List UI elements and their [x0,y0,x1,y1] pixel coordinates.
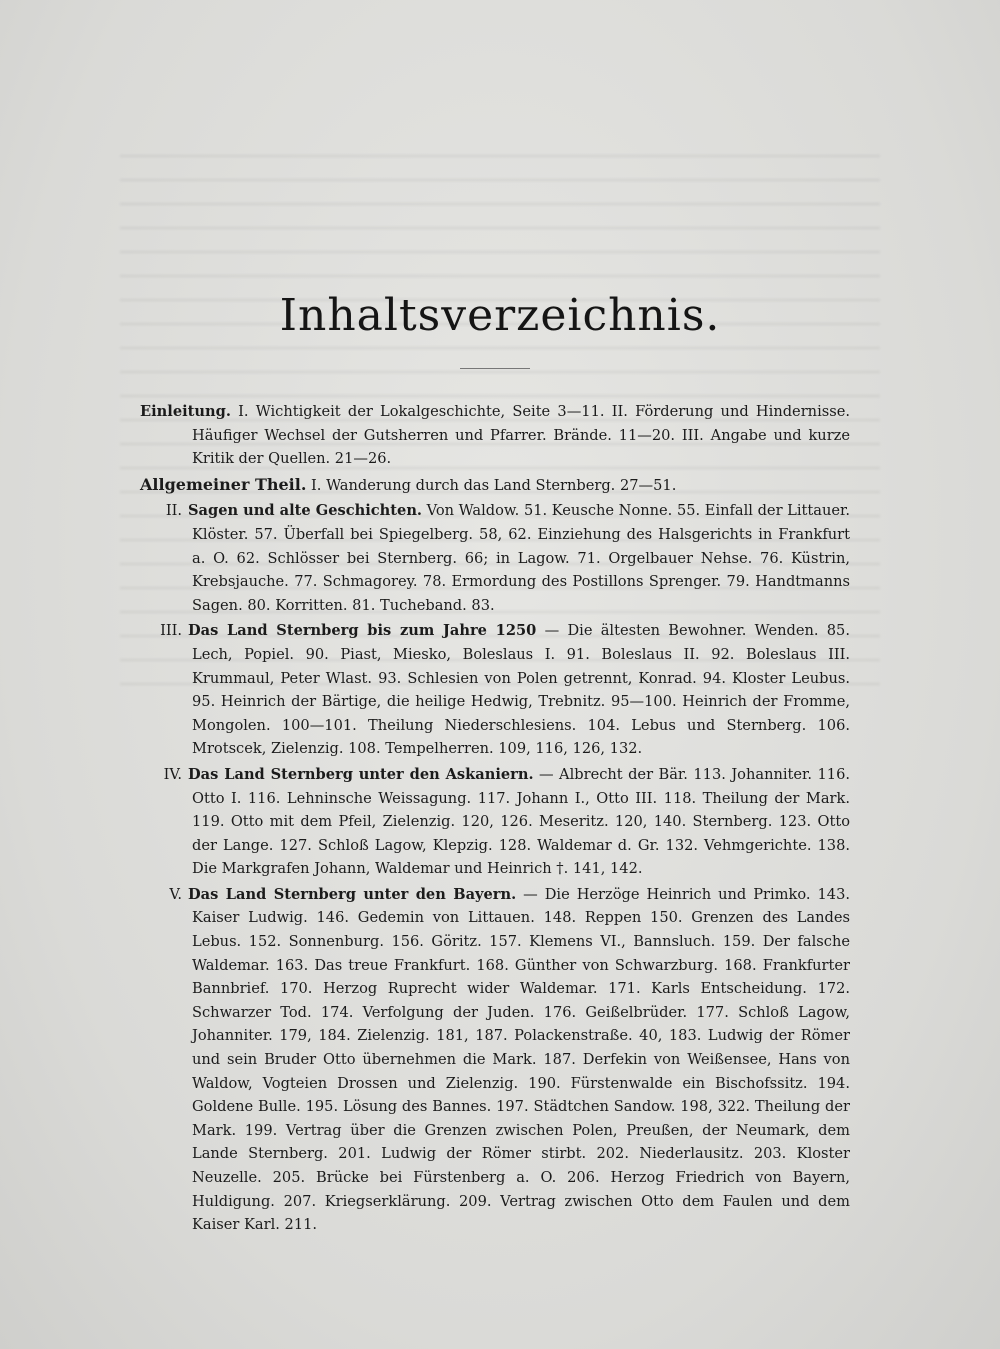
toc-entry-heading: Das Land Sternberg unter den Bayern. [188,885,517,903]
toc-entry-heading: Sagen und alte Geschichten. [188,502,423,520]
toc-entry-number: II. [165,502,182,520]
toc-entry-number: V. [169,885,182,903]
toc-entry-number: III. [160,622,182,640]
table-of-contents [140,400,850,1239]
toc-entry-heading: Einleitung. [140,403,231,420]
toc-entry-einleitung [140,400,850,471]
toc-entry-text: — Die Herzöge Heinrich und Primko. 143. Kaiser Ludwig. 146. Gedemin von Littauen. 148. Reppen 150. Grenzen des Landes Lebus. 152. Sonnenburg. 156. Göritz. 157. Klemens VI., Bannsluch. 159. Der falsche Waldemar. 163. Das treue Frankfurt. 168. Günther von Schwarzburg. 168. Frankfurter Bannbrief. 170. Herzog Ruprecht wider Waldemar. 171. Karls Entscheidung. 172. Schwarzer Tod. 174. Verfolgung der Juden. 176. Geißelbrüder. 177. Schloß Lagow, Johanniter. 179, 184. Zielenzig. 181, 187. Polackenstraße. 40, 183. Ludwig der Römer und sein Bruder Otto übernehmen die Mark. 187. Derfekin von Weißensee, Hans von Waldow, Vogteien Drossen und Zielenzig. 190. Fürstenwalde ein Bischofssitz. 194. Goldene Bulle. 195. Lösung des Bannes. 197. Städtchen Sandow. 198, 322. Theilung der Mark. 199. Vertrag über die Grenzen zwischen Polen, Preußen, der Neumark, dem Lande Sternberg. 201. Ludwig der Römer stirbt. 202. Niederlausitz. 203. Kloster Neuzelle. 205. Brücke bei Fürstenberg a. O. 206. Herzog Friedrich von Bayern, Huldigung. 207. Kriegserklärung. 209. Vertrag zwischen Otto dem Faulen und dem Kaiser Karl. 211. [192,885,850,1234]
toc-entry-heading: Allgemeiner Theil. [140,474,307,494]
page-title: Inhaltsverzeichnis. [279,290,721,341]
toc-entry-text: I. Wichtigkeit der Lokalgeschichte, Seite 3—11. II. Förderung und Hindernisse. Häufiger Wechsel der Gutsherren und Pfarrer. Brände. 11—20. III. Angabe und kurze Kritik der Quellen. 21—26. [192,403,850,468]
toc-entry-iv [140,763,850,881]
toc-entry-number: IV. [163,765,182,783]
toc-entry-heading: Das Land Sternberg unter den Askaniern. [188,765,534,783]
toc-entry-heading: Das Land Sternberg bis zum Jahre 1250 [188,622,537,640]
toc-entry-text: — Die ältesten Bewohner. Wenden. 85. Lech, Popiel. 90. Piast, Miesko, Boleslaus I. 91. Boleslaus II. 92. Boleslaus III. Krummaul, Peter Wlast. 93. Schlesien von Polen getrennt, Konrad. 94. Kloster Leubus. 95. Heinrich der Bärtige, die heilige Hedwig, Trebnitz. 95—100. Heinrich der Fromme, Mongolen. 100—101. Theilung Niederschlesiens. 104. Lebus und Sternberg. 106. Mrotscek, Zielenzig. 108. Tempelherren. 109, 116, 126, 132. [192,622,850,758]
toc-entry-ii [140,499,850,617]
toc-entry-text: I. Wanderung durch das Land Sternberg. 27—51. [306,476,677,494]
title-rule [460,368,530,369]
toc-entry-iii [140,619,850,761]
toc-entry-text: — Albrecht der Bär. 113. Johanniter. 116. Otto I. 116. Lehninsche Weissagung. 117. Johann I., Otto III. 118. Theilung der Mark. 119. Otto mit dem Pfeil, Zielenzig. 120, 126. Meseritz. 120, 140. Sternberg. 123. Otto der Lange. 127. Schloß Lagow, Klepzig. 128. Waldemar d. Gr. 132. Vehmgerichte. 138. Die Markgrafen Johann, Waldemar und Heinrich †. 141, 142. [192,765,850,878]
toc-entry-allgemeiner-theil [140,473,850,498]
toc-entry-text: Von Waldow. 51. Keusche Nonne. 55. Einfall der Littauer. Klöster. 57. Überfall bei Spiegelberg. 58, 62. Einziehung des Halsgerichts in Frankfurt a. O. 62. Schlösser bei Sternberg. 66; in Lagow. 71. Orgelbauer Nehse. 76. Küstrin, Krebsjauche. 77. Schmagorey. 78. Ermordung des Postillons Sprenger. 79. Handtmanns Sagen. 80. Korritten. 81. Tucheband. 83. [192,502,851,614]
toc-entry-v [140,883,850,1237]
